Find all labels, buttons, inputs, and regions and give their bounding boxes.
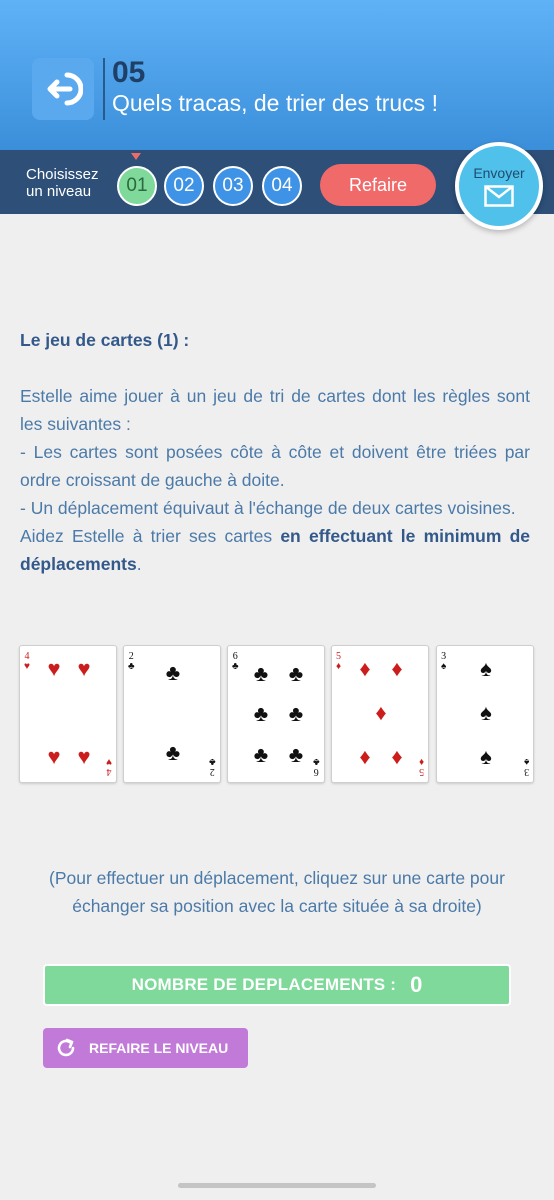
envoyer-button[interactable] [455, 142, 543, 230]
exercise-number: 05 [112, 56, 146, 89]
refaire-button[interactable]: Refaire [320, 164, 436, 206]
question-title: Le jeu de cartes (1) : [20, 330, 190, 350]
heart-pip: ♥ [77, 656, 91, 681]
card-corner: 5 ♦ [418, 756, 424, 777]
club-pip: ♣ [288, 661, 304, 686]
exercise-title: Quels tracas, de trier des trucs ! [112, 90, 438, 116]
hint-text: (Pour effectuer un déplacement, cliquez sur une carte pour échanger sa position avec la carte située à sa droite) [49, 868, 505, 916]
envoyer-label: Envoyer [473, 165, 525, 181]
home-indicator[interactable] [178, 1183, 376, 1188]
diamond-pip: ♦ [391, 656, 403, 681]
level-button-03[interactable]: 03 [213, 166, 253, 206]
question-p4-bold: en effectuant le minimum de déplacements [20, 526, 531, 574]
choose-level-line2: un niveau [26, 183, 92, 200]
diamond-pip: ♦ [359, 656, 371, 681]
level-button-04[interactable]: 04 [262, 166, 302, 206]
card-corner: 4 ♥ [106, 756, 112, 777]
diamond-pip: ♦ [359, 744, 371, 769]
card-corner: 6 ♣ [313, 756, 320, 777]
card-corner: 4 ♥ [24, 651, 30, 672]
reset-level-label: REFAIRE LE NIVEAU [89, 1040, 229, 1056]
card-corner: 5 ♦ [336, 651, 342, 672]
level-button-02[interactable]: 02 [164, 166, 204, 206]
header-divider [103, 58, 105, 120]
club-pip: ♣ [165, 740, 181, 765]
envelope-icon [484, 185, 514, 207]
question-p4-start: Aidez Estelle à trier ses cartes [20, 526, 281, 546]
playing-card-4[interactable] [331, 645, 429, 783]
card-corner: 2 ♣ [209, 756, 216, 777]
club-pip: ♣ [253, 742, 269, 767]
level-button-01[interactable]: 01 [117, 166, 157, 206]
card-corner: 3 ♠ [441, 651, 447, 672]
spade-pip: ♠ [480, 744, 492, 769]
heart-pip: ♥ [77, 744, 91, 769]
playing-card-2[interactable] [123, 645, 221, 783]
playing-card-3[interactable] [227, 645, 325, 783]
moves-counter-value: 0 [410, 972, 423, 997]
playing-card-5[interactable] [436, 645, 534, 783]
club-pip: ♣ [288, 742, 304, 767]
selected-level-marker [131, 153, 141, 160]
choose-level-line1: Choisissez [26, 166, 99, 183]
card-corner: 2 ♣ [128, 651, 135, 672]
refresh-icon [55, 1037, 77, 1059]
question-paragraph-3: - Un déplacement équivaut à l'échange de deux cartes voisines. [20, 498, 516, 518]
reset-level-button[interactable] [43, 1028, 248, 1068]
question-paragraph-2: - Les cartes sont posées côte à côte et doivent être triées par ordre croissant de gauche à doite. [20, 442, 530, 490]
exit-arrow-icon [43, 69, 83, 109]
question-p4-end: . [136, 554, 142, 574]
question-paragraph-4 [20, 522, 530, 578]
heart-pip: ♥ [47, 656, 61, 681]
moves-counter [43, 964, 511, 1006]
exit-button[interactable] [32, 58, 94, 120]
card-corner: 3 ♠ [523, 756, 529, 777]
heart-pip: ♥ [47, 744, 61, 769]
card-corner: 6 ♣ [232, 651, 239, 672]
diamond-pip: ♦ [391, 744, 403, 769]
spade-pip: ♠ [480, 656, 492, 681]
club-pip: ♣ [288, 701, 304, 726]
playing-card-1[interactable] [19, 645, 117, 783]
club-pip: ♣ [253, 701, 269, 726]
club-pip: ♣ [253, 661, 269, 686]
choose-level-label [26, 166, 106, 200]
spade-pip: ♠ [480, 700, 492, 725]
question-content [20, 326, 530, 578]
club-pip: ♣ [165, 660, 181, 685]
diamond-pip: ♦ [375, 700, 387, 725]
question-paragraph-1: Estelle aime jouer à un jeu de tri de cartes dont les règles sont les suivantes : [20, 386, 530, 434]
moves-counter-label: NOMBRE DE DEPLACEMENTS : [131, 975, 397, 994]
